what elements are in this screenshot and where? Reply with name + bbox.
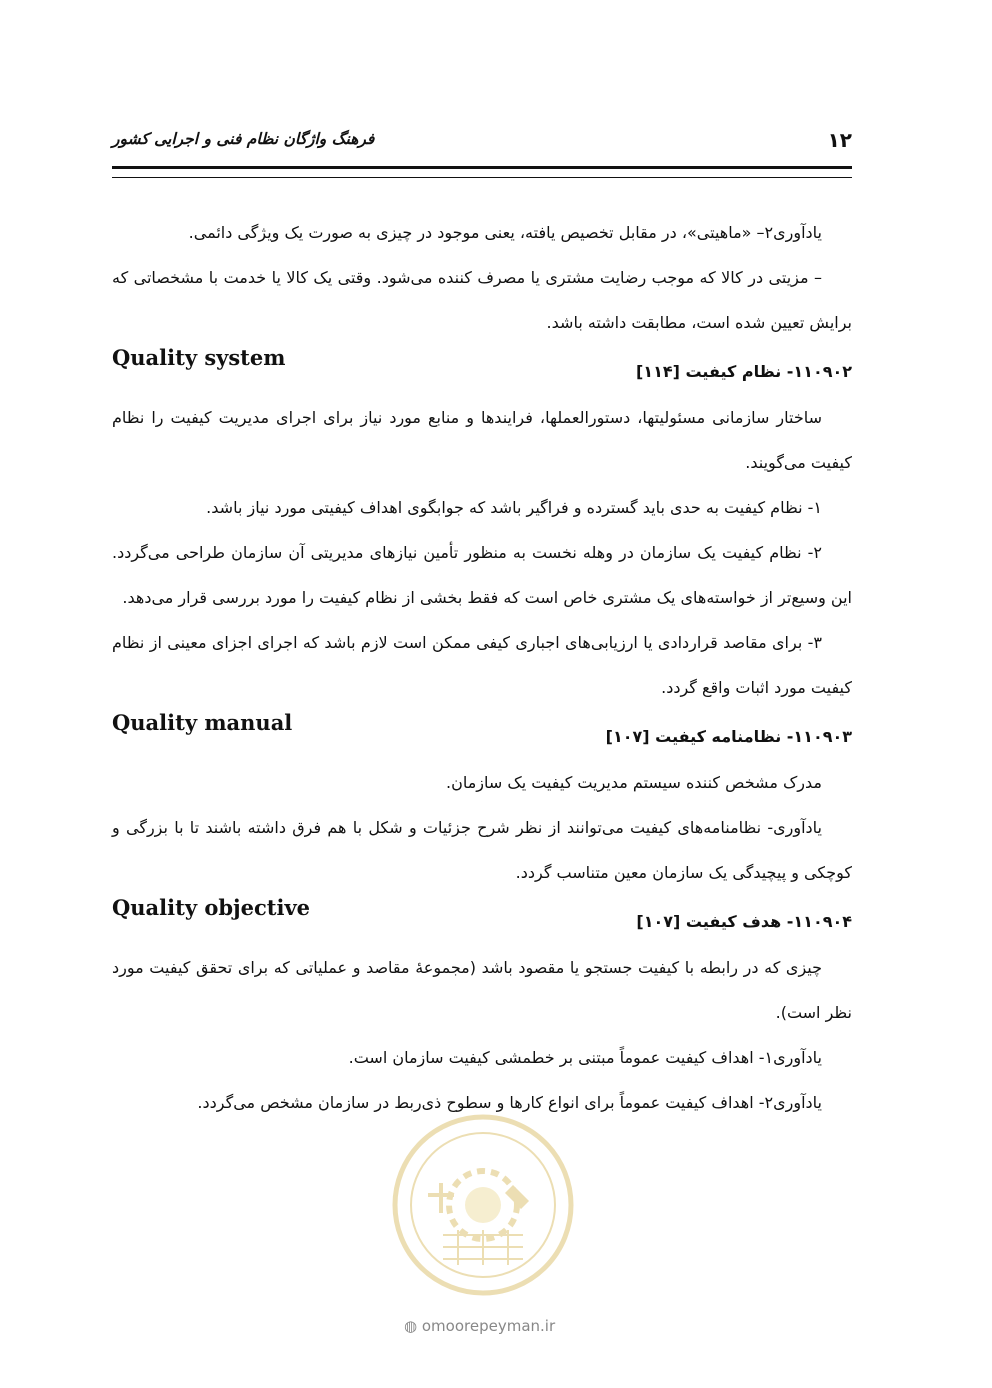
- watermark-seal-icon: [383, 1105, 583, 1305]
- section-heading-fa: ۱۱۰۹۰۴- هدف کیفیت [۱۰۷]: [636, 912, 852, 931]
- paragraph: ۳- برای مقاصد قراردادی یا ارزیابی‌های اجباری کیفی ممکن است لازم باشد که اجرای اجزای معینی از نظام کیفیت مورد اثبات واقع گردد.: [112, 633, 852, 697]
- paragraph: چیزی که در رابطه با کیفیت جستجو یا مقصود باشد (مجموعهٔ مقاصد و عملیاتی که برای تحقق کیفیت مورد نظر است).: [112, 958, 852, 1022]
- section-heading-en: Quality system: [112, 345, 286, 370]
- section-heading: [112, 895, 852, 945]
- paragraph: یادآوری۱- اهداف کیفیت عموماً مبتنی بر خطمشی کیفیت سازمان است.: [348, 1048, 822, 1067]
- page-header: [112, 128, 852, 160]
- paragraph: یادآوری۲– «ماهیتی»، در مقابل تخصیص یافته، یعنی موجود در چیزی به صورت یک ویژگی دائمی.: [188, 223, 822, 242]
- globe-icon: ◍: [404, 1317, 418, 1335]
- paragraph: ۲- نظام کیفیت یک سازمان در وهله نخست به منظور تأمین نیازهای مدیریتی آن سازمان طراحی می‌گردد. این وسیع‌تر از خواسته‌های یک مشتری خاص است که فقط بخشی از نظام کیفیت را مورد بررسی قرار می‌دهد.: [112, 543, 852, 607]
- paragraph: ۱- نظام کیفیت به حدی باید گسترده و فراگیر باشد که جوابگوی اهداف کیفیتی مورد نیاز باشد.: [206, 498, 822, 517]
- page-number: ۱۲: [827, 128, 852, 152]
- watermark-site: [404, 1317, 555, 1335]
- paragraph: یادآوری- نظامنامه‌های کیفیت می‌توانند از نظر شرح جزئیات و شکل با هم فرق داشته باشند تا با بزرگی و کوچکی و پیچیدگی یک سازمان معین متناسب گردد.: [112, 818, 852, 882]
- section-heading-en: Quality objective: [112, 895, 311, 920]
- section-heading-en: Quality manual: [112, 710, 293, 735]
- header-rule: [112, 166, 852, 178]
- paragraph: – مزیتی در کالا که موجب رضایت مشتری یا مصرف کننده می‌شود. وقتی یک کالا یا خدمت با مشخصاتی که برایش تعیین شده است، مطابقت داشته باشد.: [112, 268, 852, 332]
- section-heading: [112, 710, 852, 760]
- section-heading-fa: ۱۱۰۹۰۲- نظام کیفیت [۱۱۴]: [635, 362, 852, 381]
- site-text: omoorepeyman.ir: [421, 1317, 556, 1335]
- section-heading: [112, 345, 852, 395]
- header-title: فرهنگ واژگان نظام فنی و اجرایی کشور: [112, 130, 375, 148]
- paragraph: یادآوری۲- اهداف کیفیت عموماً برای انواع کارها و سطوح ذی‌ربط در سازمان مشخص می‌گردد.: [197, 1093, 822, 1112]
- section-heading-fa: ۱۱۰۹۰۳- نظامنامه کیفیت [۱۰۷]: [605, 727, 852, 746]
- paragraph: ساختار سازمانی مسئولیتها، دستورالعملها، فرایندها و منابع مورد نیاز برای اجرای مدیریت کیفیت را نظام کیفیت می‌گویند.: [112, 408, 852, 472]
- paragraph: مدرک مشخص کننده سیستم مدیریت کیفیت یک سازمان.: [446, 773, 822, 792]
- document-body: [112, 210, 852, 1125]
